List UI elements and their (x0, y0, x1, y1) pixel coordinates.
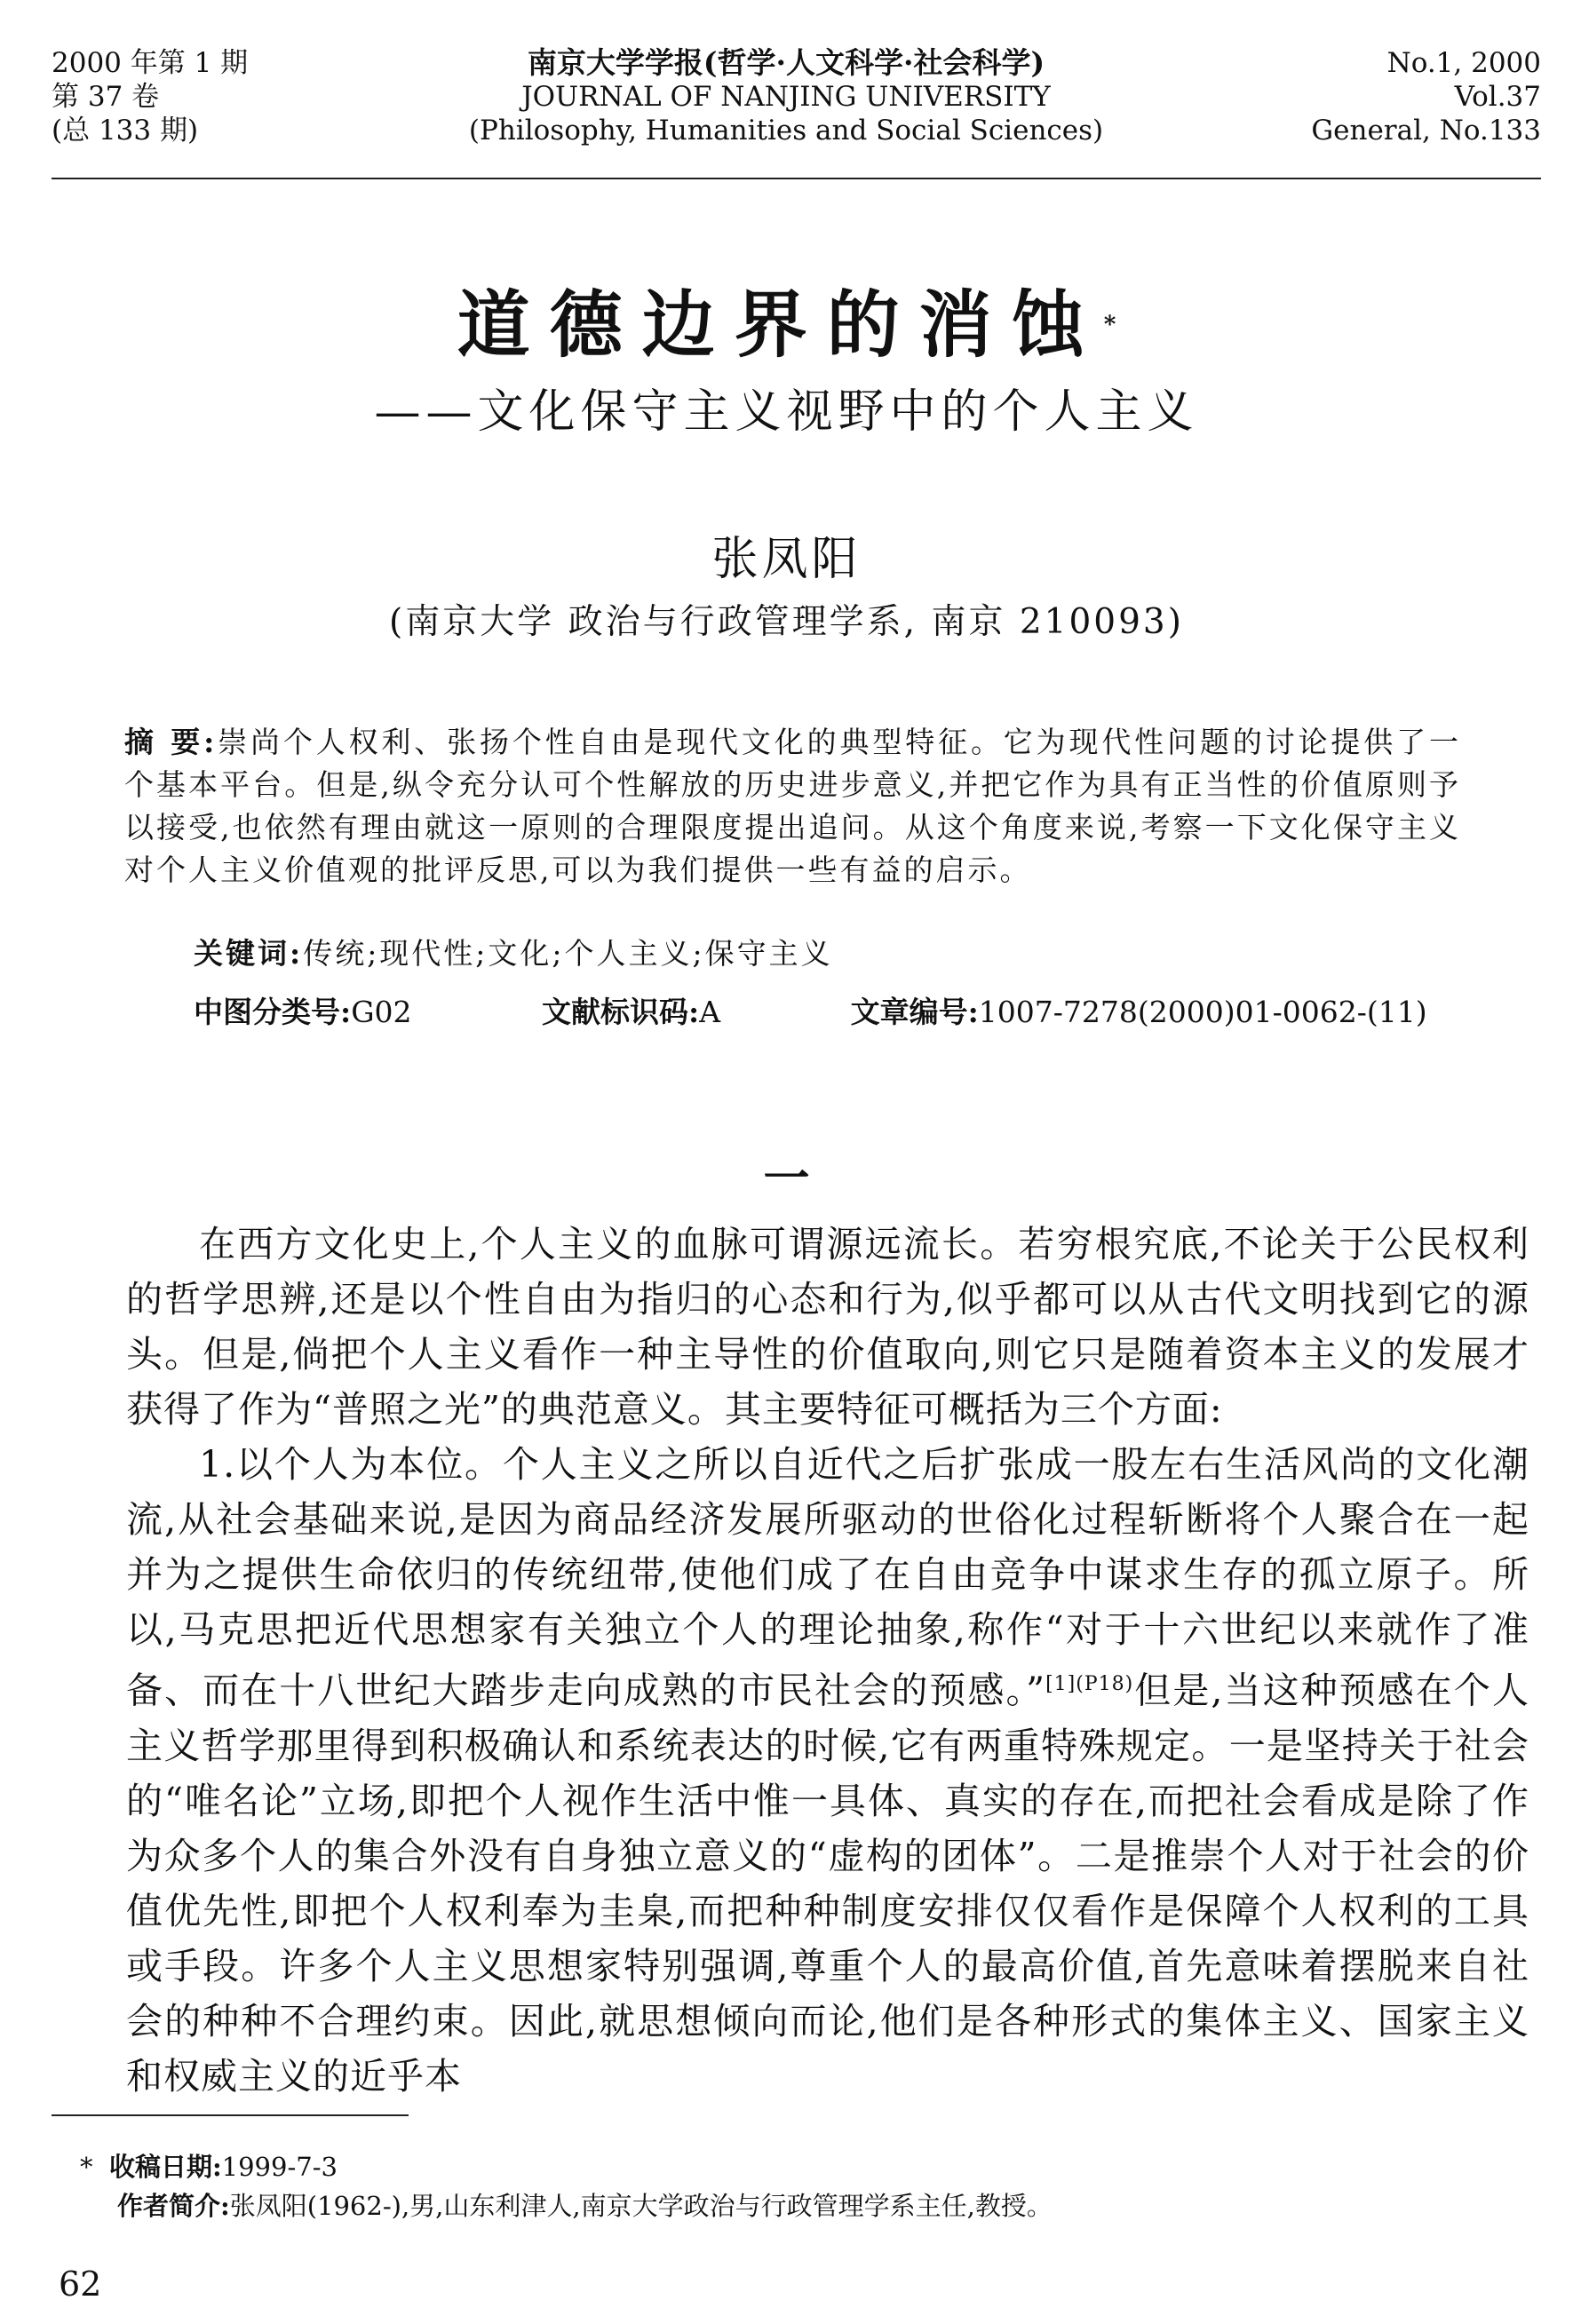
title-footnote-mark: * (1103, 312, 1116, 338)
keywords-label: 关键词: (194, 936, 304, 971)
page-number: 62 (59, 2265, 102, 2304)
abstract (124, 721, 1461, 892)
footnote-author-bio (80, 2186, 1053, 2225)
author-affiliation: (南京大学 政治与行政管理学系, 南京 210093) (389, 602, 1184, 642)
paragraph-2 (126, 1437, 1529, 2104)
article-author: 张凤阳 (711, 533, 862, 586)
header-total-line: (总 133 期) (52, 115, 199, 147)
author-bio-label: 作者简介: (117, 2191, 230, 2221)
body-text (126, 1217, 1529, 2104)
article-title (0, 282, 1573, 368)
header-vol-line: Vol.37 (1454, 81, 1541, 113)
classification-line (194, 993, 1548, 1032)
header-issue-info (52, 46, 248, 147)
journal-name-en: JOURNAL OF NANJING UNIVERSITY (521, 81, 1051, 113)
received-date: 1999-7-3 (221, 2152, 338, 2182)
paragraph-2-part-a: 1.以个人为本位。个人主义之所以自近代之后扩张成一股左右生活风尚的文化潮流,从社会基础来说,是因为商品经济发展所驱动的世俗化过程斩断将个人聚合在一起并为之提供生命依归的传统纽带,使他们成了在自由竞争中谋求生存的孤立原子。所以,马克思把近代思想家有关独立个人的理论抽象,称作“对于十六世纪以来就作了准备、而在十八世纪大踏步走向成熟的市民社会的预感。” (126, 1443, 1529, 1712)
footnote-divider (52, 2114, 409, 2116)
abstract-label: 摘 要: (124, 725, 218, 759)
article-id-label: 文章编号: (850, 995, 979, 1029)
doc-code-group (542, 995, 781, 1029)
received-label: 收稿日期: (108, 2152, 222, 2182)
abstract-text: 崇尚个人权利、张扬个性自由是现代文化的典型特征。它为现代性问题的讨论提供了一个基本平台。但是,纵令充分认可个性解放的历史进步意义,并把它作为具有正当性的价值原则予以接受,也依然有理由就这一原则的合理限度提出追问。从这个角度来说,考察一下文化保守主义对个人主义价值观的批评反思,可以为我们提供一些有益的启示。 (124, 725, 1462, 887)
article-id-group (851, 995, 1488, 1029)
journal-subtitle-en: (Philosophy, Humanities and Social Sciences) (468, 115, 1104, 147)
header-volume-line: 第 37 卷 (52, 81, 160, 113)
citation-ref: [1](P18) (1045, 1673, 1134, 1695)
paragraph-1: 在西方文化史上,个人主义的血脉可谓源远流长。若穷根究底,不论关于公民权利的哲学思辨,还是以个性自由为指归的心态和行为,似乎都可以从古代文明找到它的源头。但是,倘把个人主义看作一种主导性的价值取向,则它只是随着资本主义的发展才获得了作为“普照之光”的典范意义。其主要特征可概括为三个方面: (126, 1223, 1529, 1431)
paragraph-2-part-b: 但是,当这种预感在个人主义哲学那里得到积极确认和系统表达的时候,它有两重特殊规定。一是坚持关于社会的“唯名论”立场,即把个人视作生活中惟一具体、真实的存在,而把社会看成是除了作为众多个人的集合外没有自身独立意义的“虚构的团体”。二是推崇个人对于社会的价值优先性,即把个人权利奉为圭臬,而把种种制度安排仅仅看作是保障个人权利的工具或手段。许多个人主义思想家特别强调,尊重个人的最高价值,首先意味着摆脱来自社会的种种不合理约束。因此,就思想倾向而论,他们是各种形式的集体主义、国家主义和权威主义的近乎本 (126, 1669, 1529, 2098)
header-general-line: General, No.133 (1311, 115, 1541, 147)
article-title-text: 道德边界的消蚀 (457, 282, 1104, 368)
clc-group (194, 995, 473, 1029)
doc-code-label: 文献标识码: (542, 995, 700, 1029)
clc-value: G02 (351, 995, 412, 1029)
header-divider (52, 178, 1541, 179)
footnote-mark: * (80, 2152, 93, 2182)
header-journal-name (417, 46, 1155, 147)
header-no-line: No.1, 2000 (1386, 47, 1541, 79)
footnotes (80, 2147, 1053, 2225)
keywords-text: 传统;现代性;文化;个人主义;保守主义 (303, 936, 833, 971)
clc-label: 中图分类号: (194, 995, 352, 1029)
journal-name-zh: 南京大学学报(哲学·人文科学·社会科学) (527, 45, 1045, 80)
doc-code-value: A (699, 995, 721, 1029)
header-issue-line: 2000 年第 1 期 (52, 47, 249, 79)
author-bio-text: 张凤阳(1962-),男,山东利津人,南京大学政治与行政管理学系主任,教授。 (229, 2191, 1053, 2221)
footnote-received (80, 2147, 1053, 2186)
article-id-value: 1007-7278(2000)01-0062-(11) (978, 995, 1427, 1029)
keywords (194, 934, 833, 973)
header-issue-info-en (1311, 46, 1541, 147)
article-subtitle: ——文化保守主义视野中的个人主义 (374, 385, 1199, 439)
section-number: 一 (763, 1152, 810, 1206)
